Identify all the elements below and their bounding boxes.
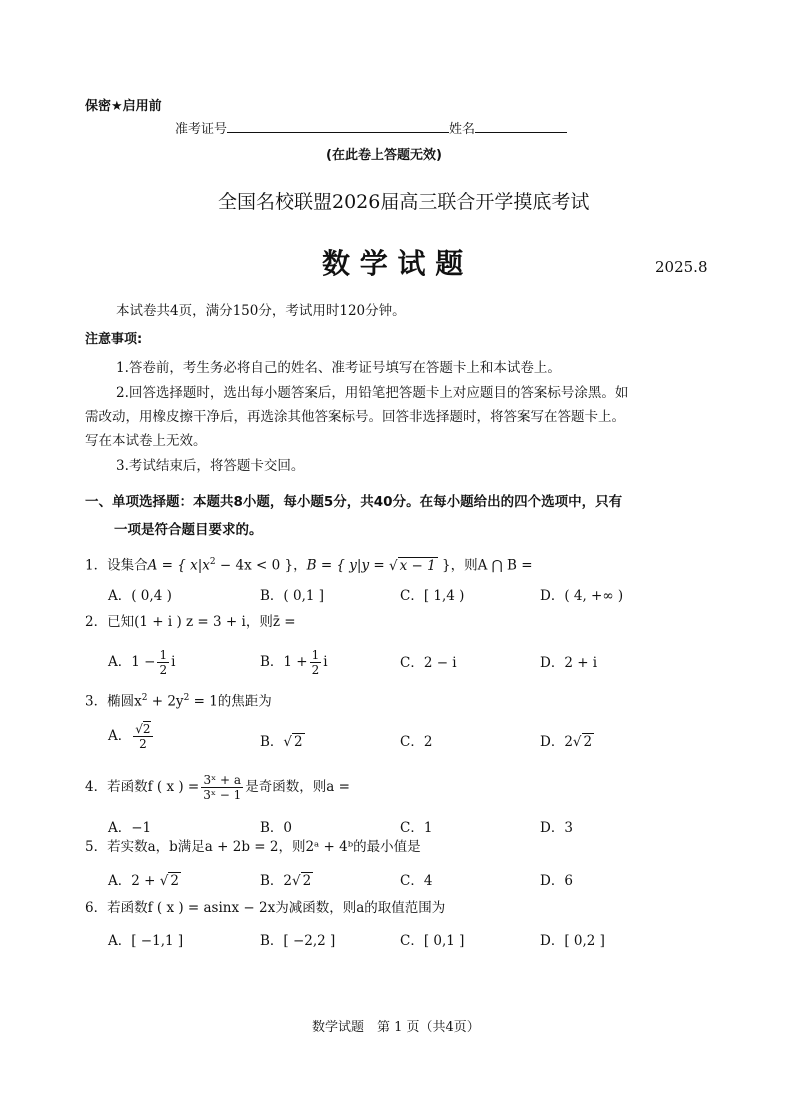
q2-option-a: A．1 − $\frac{1}{2}$ i — [108, 648, 176, 677]
page-title: 数 学 试 题 — [322, 247, 464, 280]
question-5-stem: 5．若实数a，b满足a + 2b = 2，则2ᵃ + 4ᵇ的最小值是 — [85, 839, 421, 855]
q1-option-b: B．( 0,1 ] — [260, 588, 325, 604]
question-2-number: 2． — [85, 614, 108, 630]
question-2-stem — [85, 610, 296, 634]
q6-option-d: D．[ 0,2 ] — [540, 933, 605, 949]
q5-option-a: A．2 + √ 2 — [108, 873, 179, 889]
note-2-line-1: 2.回答选择题时，选出每小题答案后，用铅笔把答题卡上对应题目的答案标号涂黑。如 — [116, 385, 629, 401]
question-1-number: 1． — [85, 557, 108, 574]
invalid-note: (在此卷上答题无效) — [326, 148, 442, 163]
sqrt-symbol: √ 2 — [572, 734, 593, 750]
question-1-text: 设集合 — [107, 557, 148, 574]
question-1-set-a-cond: − 4x < 0 }， — [215, 557, 307, 574]
q2-option-d: D．2 + i — [540, 655, 598, 671]
question-6-number: 6． — [85, 900, 108, 916]
question-1-tail: }，则A ⋂ B = — [437, 557, 533, 574]
exam-date: 2025.8 — [655, 258, 708, 276]
fraction: $\frac{1}{2}$ — [159, 648, 168, 677]
notes-heading: 注意事项: — [85, 332, 143, 347]
q3-option-a: A． $\frac{√2}{2}$ — [108, 722, 151, 751]
exam-subtitle: 全国名校联盟2026届高三联合开学摸底考试 — [218, 191, 590, 213]
section-1-heading-line-2: 一项是符合题目要求的。 — [114, 522, 263, 538]
question-2-text: 已知(1 + i ) z = 3 + i，则z̄ = — [107, 614, 296, 630]
q1-option-a: A．( 0,4 ) — [108, 588, 172, 604]
name-blank — [475, 118, 567, 133]
note-1: 1.答卷前，考生务必将自己的姓名、准考证号填写在答题卡上和本试卷上。 — [116, 360, 561, 376]
page-footer: 数学试题 第 1 页（共4页） — [312, 1020, 480, 1035]
q4-option-a: A．−1 — [108, 820, 152, 836]
q4-option-d: D．3 — [540, 820, 573, 836]
note-2-line-3: 写在本试卷上无效。 — [85, 433, 207, 449]
sqrt-symbol: √2 — [135, 722, 151, 736]
question-4-stem: 4．若函数f ( x ) = $\frac{\text{3ˣ + a}}{\text{3ˣ − 1}}$ 是奇函数，则a = — [85, 773, 350, 802]
question-5-number: 5． — [85, 839, 108, 855]
sqrt-symbol: √ 2 — [159, 873, 179, 889]
note-3: 3.考试结束后，将答题卡交回。 — [116, 458, 305, 474]
fraction: $\frac{√2}{2}$ — [135, 722, 151, 751]
sqrt-symbol: √ 2 — [283, 734, 303, 750]
q4-option-c: C．1 — [400, 820, 433, 836]
name-label: 姓名 — [449, 122, 476, 137]
exam-info-line — [175, 118, 567, 137]
q1-option-d: D．( 4, +∞ ) — [540, 588, 624, 604]
question-6-stem: 6．若函数f ( x ) = asinx − 2x为减函数，则a的取值范围为 — [85, 900, 446, 916]
question-4-number: 4． — [85, 779, 108, 795]
question-3-number: 3． — [85, 693, 108, 710]
intro-text: 本试卷共4页，满分150分，考试用时120分钟。 — [116, 303, 406, 319]
q1-option-c: C．[ 1,4 ) — [400, 588, 465, 604]
q6-option-c: C．[ 0,1 ] — [400, 933, 465, 949]
q5-option-d: D．6 — [540, 873, 573, 889]
q5-option-b: B．2√ 2 — [260, 873, 312, 889]
question-1-set-a: A = { x|x — [147, 557, 210, 574]
fraction: $\frac{1}{2}$ — [311, 648, 320, 677]
q3-option-d: D．2√ 2 — [540, 734, 593, 750]
question-1-set-b: B = { y|y = — [306, 557, 390, 574]
question-3-stem: 3．椭圆$x^2 + 2y^2 = 1$的焦距为 — [85, 693, 272, 710]
exam-id-blank — [227, 118, 449, 133]
secret-label: 保密★启用前 — [85, 99, 162, 114]
q6-option-b: B．[ −2,2 ] — [260, 933, 336, 949]
sqrt-symbol: √ x − 1 — [389, 557, 436, 574]
sqrt-symbol: √ 2 — [292, 873, 312, 889]
q5-option-c: C．4 — [400, 873, 433, 889]
q2-option-c: C．2 − i — [400, 655, 457, 671]
fraction: $\frac{\text{3ˣ + a}}{\text{3ˣ − 1}}$ — [203, 773, 242, 802]
question-1-stem: 1．设集合A = { $x|x^2 - 4x < 0$ }，B = { y|y = √ x − 1 }，则A ⋂ B = — [85, 550, 533, 578]
q4-option-b: B．0 — [260, 820, 293, 836]
note-2-line-2: 需改动，用橡皮擦干净后，再选涂其他答案标号。回答非选择题时，将答案写在答题卡上。 — [85, 409, 625, 425]
q3-option-b: B．√ 2 — [260, 734, 303, 750]
q3-option-c: C．2 — [400, 734, 433, 750]
q6-option-a: A．[ −1,1 ] — [108, 933, 184, 949]
q2-option-b: B．1 + $\frac{1}{2}$ i — [260, 648, 328, 677]
section-1-heading-line-1: 一、单项选择题：本题共8小题，每小题5分，共40分。在每小题给出的四个选项中，只有 — [85, 494, 623, 510]
exam-id-label: 准考证号 — [175, 122, 228, 137]
